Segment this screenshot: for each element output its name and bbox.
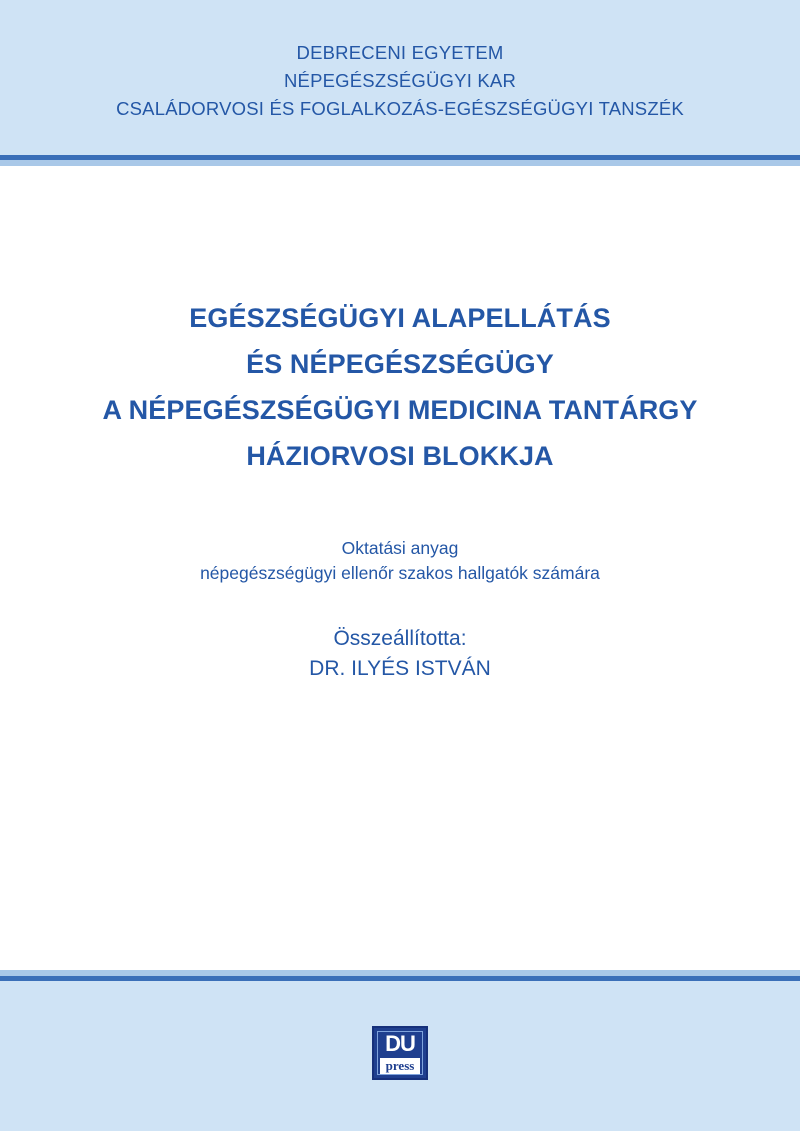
book-title <box>0 295 800 479</box>
logo-press-text: press <box>380 1058 420 1074</box>
author-block <box>0 624 800 684</box>
header-rule-light <box>0 160 800 166</box>
institution-block <box>0 39 800 123</box>
header-band <box>0 0 800 155</box>
subtitle-line-2: népegészségügyi ellenőr szakos hallgatók számára <box>200 563 600 583</box>
author-name: DR. ILYÉS ISTVÁN <box>309 657 491 680</box>
logo-du-text: DU <box>385 1031 415 1056</box>
du-press-logo <box>372 1026 428 1080</box>
title-line-2: ÉS NÉPEGÉSZSÉGÜGY <box>246 349 554 379</box>
title-line-3: A NÉPEGÉSZSÉGÜGYI MEDICINA TANTÁRGY <box>102 395 698 425</box>
subtitle-line-1: Oktatási anyag <box>341 538 459 558</box>
title-line-1: EGÉSZSÉGÜGYI ALAPELLÁTÁS <box>189 303 611 333</box>
faculty-name: NÉPEGÉSZSÉGÜGYI KAR <box>283 70 517 91</box>
university-name: DEBRECENI EGYETEM <box>296 42 504 63</box>
title-line-4: HÁZIORVOSI BLOKKJA <box>246 441 554 471</box>
author-label: Összeállította: <box>333 627 467 650</box>
subtitle-block <box>0 536 800 586</box>
department-name: CSALÁDORVOSI ÉS FOGLALKOZÁS-EGÉSZSÉGÜGYI TANSZÉK <box>116 98 684 119</box>
